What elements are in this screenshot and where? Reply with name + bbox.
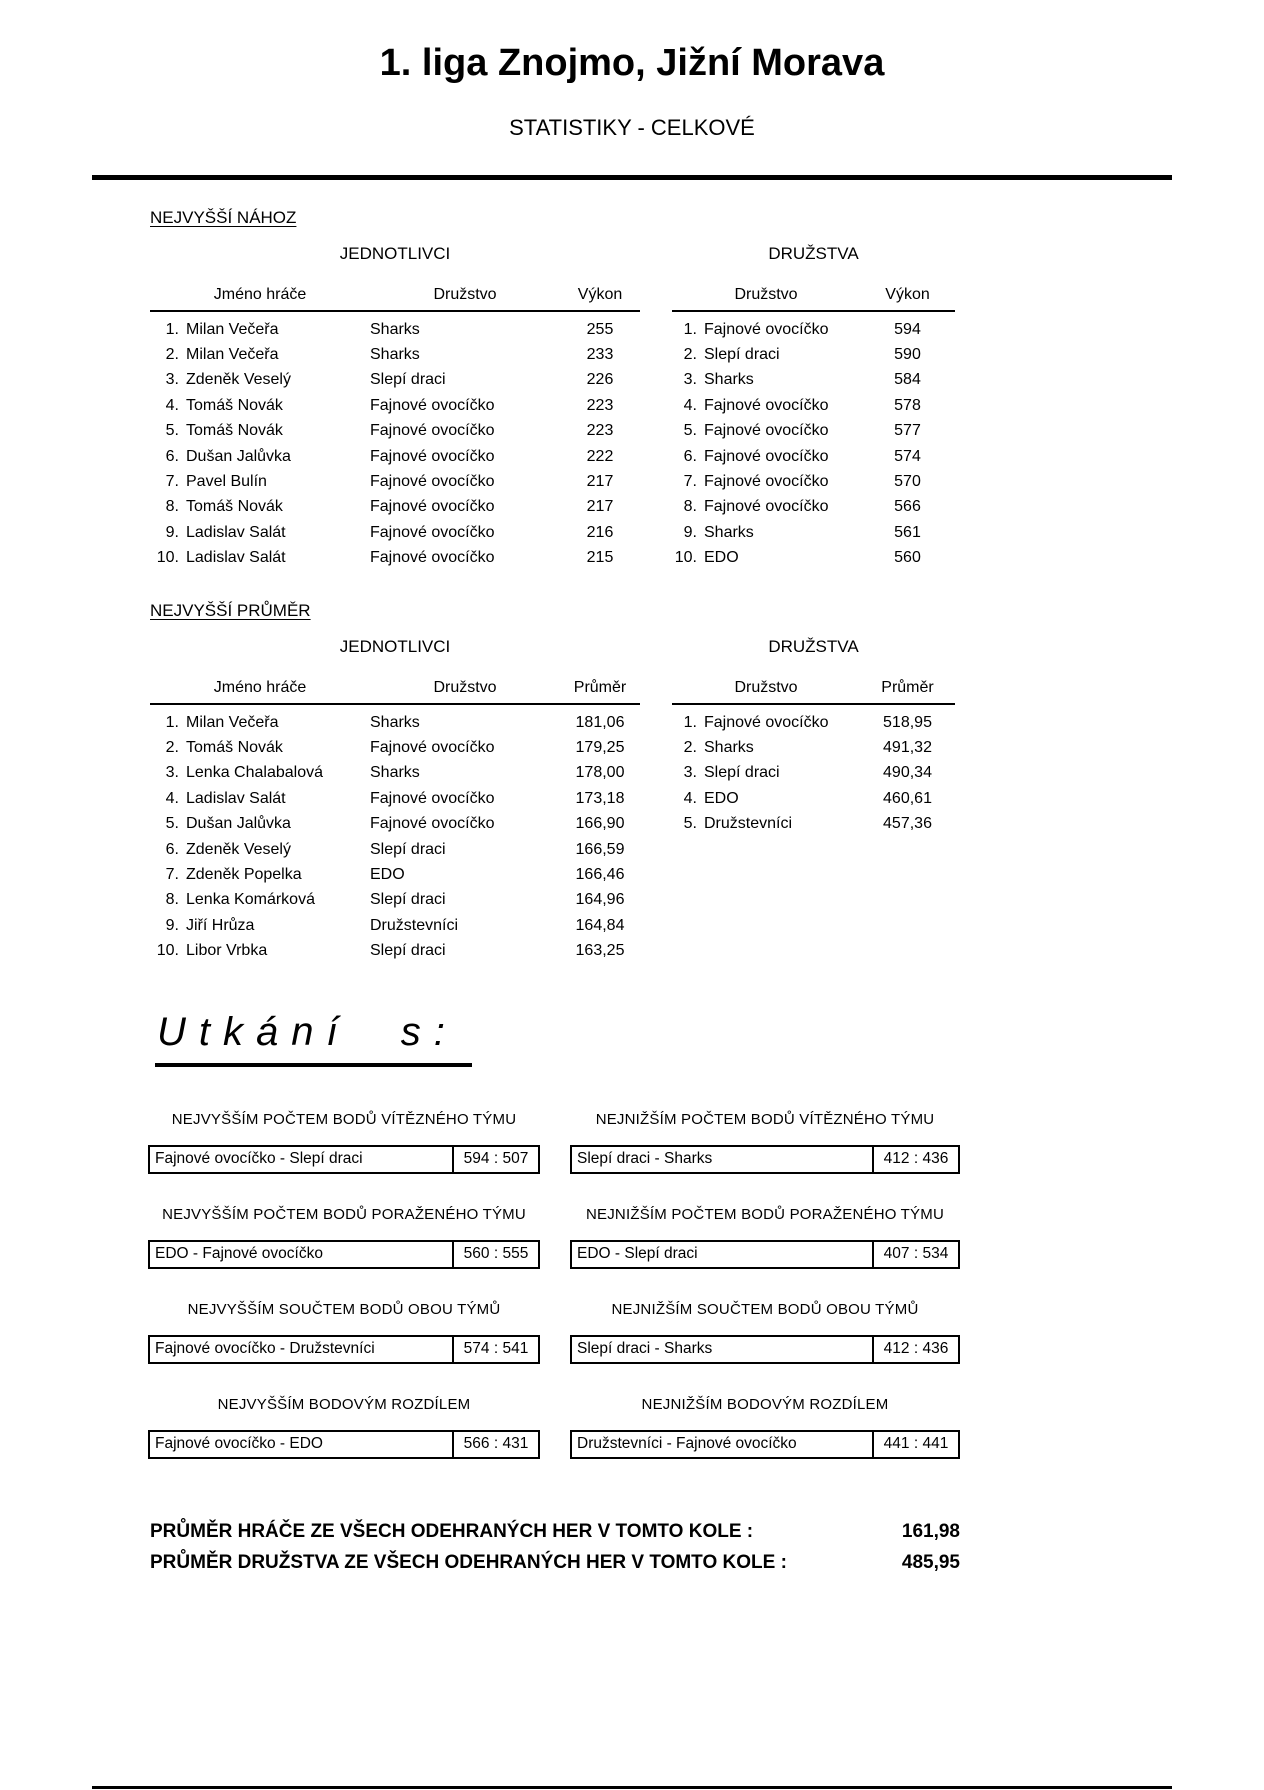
match-teams: Fajnové ovocíčko - Slepí draci bbox=[155, 1150, 363, 1168]
team-cell: Sharks bbox=[704, 738, 754, 756]
match-record-box bbox=[148, 1430, 540, 1459]
prumer-teams-table bbox=[672, 637, 955, 964]
player-average-value: 161,98 bbox=[901, 1520, 960, 1542]
match-score: 594 : 507 bbox=[452, 1147, 538, 1172]
table-row bbox=[150, 393, 640, 418]
team-cell: Fajnové ovocíčko bbox=[370, 549, 495, 567]
value-cell: 215 bbox=[586, 549, 614, 567]
player-name-cell: Dušan Jalůvka bbox=[186, 447, 291, 465]
player-name-cell: Zdeněk Veselý bbox=[186, 840, 291, 858]
value-cell: 457,36 bbox=[883, 815, 932, 833]
team-cell: Fajnové ovocíčko bbox=[370, 447, 495, 465]
rank-cell: 6. bbox=[165, 840, 179, 858]
section-heading-nahoz: NEJVYŠŠÍ NÁHOZ bbox=[150, 208, 297, 227]
value-cell: 233 bbox=[586, 346, 614, 364]
table-row bbox=[672, 393, 955, 418]
match-teams: Družstevníci - Fajnové ovocíčko bbox=[577, 1435, 797, 1453]
table-header-row bbox=[150, 286, 640, 312]
table-row bbox=[150, 786, 640, 811]
value-cell: 577 bbox=[894, 422, 921, 440]
value-cell: 518,95 bbox=[883, 713, 932, 731]
col-header-team: Družstvo bbox=[433, 678, 497, 696]
col-header-name: Jméno hráče bbox=[213, 678, 307, 696]
table-title-druzstva: DRUŽSTVA bbox=[768, 244, 859, 263]
table-title-druzstva: DRUŽSTVA bbox=[768, 636, 859, 656]
col-header-value: Výkon bbox=[885, 286, 930, 303]
player-name-cell: Tomáš Novák bbox=[186, 422, 283, 440]
table-row bbox=[672, 520, 955, 545]
value-cell: 216 bbox=[586, 523, 614, 541]
table-header-row bbox=[672, 286, 955, 312]
match-score: 566 : 431 bbox=[452, 1432, 538, 1457]
table-body bbox=[150, 312, 640, 571]
value-cell: 255 bbox=[586, 320, 614, 338]
table-row bbox=[150, 368, 640, 393]
match-score: 412 : 436 bbox=[872, 1147, 958, 1172]
nahoz-teams-table bbox=[672, 244, 955, 571]
rank-cell: 3. bbox=[165, 371, 179, 389]
table-row bbox=[672, 368, 955, 393]
player-name-cell: Milan Večeřa bbox=[186, 713, 279, 731]
rank-cell: 2. bbox=[683, 738, 697, 756]
rank-cell: 3. bbox=[165, 764, 179, 782]
table-row bbox=[150, 811, 640, 836]
match-teams: EDO - Slepí draci bbox=[577, 1245, 698, 1263]
team-cell: Fajnové ovocíčko bbox=[370, 422, 495, 440]
nahoz-tables bbox=[150, 244, 1264, 571]
team-cell: Fajnové ovocíčko bbox=[370, 523, 495, 541]
table-row bbox=[150, 938, 640, 963]
team-average-line bbox=[150, 1552, 960, 1574]
table-row bbox=[672, 761, 955, 786]
player-name-cell: Lenka Komárková bbox=[186, 891, 315, 909]
table-row bbox=[150, 317, 640, 342]
team-cell: Slepí draci bbox=[704, 346, 780, 364]
team-cell: Slepí draci bbox=[370, 371, 446, 389]
rank-cell: 2. bbox=[683, 346, 697, 364]
player-name-cell: Lenka Chalabalová bbox=[186, 764, 323, 782]
team-cell: Sharks bbox=[704, 523, 754, 541]
team-cell: Fajnové ovocíčko bbox=[370, 789, 495, 807]
rank-cell: 2. bbox=[165, 738, 179, 756]
match-record-label: NEJNIŽŠÍM POČTEM BODŮ PORAŽENÉHO TÝMU bbox=[586, 1205, 944, 1223]
team-cell: Fajnové ovocíčko bbox=[704, 396, 829, 414]
player-name-cell: Jiří Hrůza bbox=[186, 916, 255, 934]
prumer-individuals-table bbox=[150, 637, 640, 964]
footer-divider bbox=[92, 1786, 1172, 1790]
team-cell: Družstevníci bbox=[370, 916, 459, 934]
utkani-boxes bbox=[148, 1111, 1264, 1491]
section-nejvyssi-nahoz bbox=[0, 208, 1264, 571]
rank-cell: 9. bbox=[683, 523, 697, 541]
rank-cell: 8. bbox=[165, 498, 179, 516]
match-record bbox=[148, 1301, 540, 1364]
team-cell: Slepí draci bbox=[704, 764, 780, 782]
team-cell: Slepí draci bbox=[370, 891, 446, 909]
nahoz-individuals-table bbox=[150, 244, 640, 571]
table-row bbox=[672, 786, 955, 811]
match-record bbox=[570, 1206, 960, 1269]
player-name-cell: Zdeněk Veselý bbox=[186, 371, 291, 389]
rank-cell: 4. bbox=[683, 789, 697, 807]
rank-cell: 7. bbox=[683, 473, 697, 491]
table-row bbox=[672, 444, 955, 469]
table-row bbox=[150, 735, 640, 760]
table-title-jednotlivci: JEDNOTLIVCI bbox=[339, 636, 451, 656]
value-cell: 491,32 bbox=[883, 738, 932, 756]
team-cell: Fajnové ovocíčko bbox=[370, 396, 495, 414]
team-cell: Družstevníci bbox=[704, 815, 793, 833]
prumer-tables bbox=[150, 637, 1264, 964]
rank-cell: 7. bbox=[165, 473, 179, 491]
player-average-line bbox=[150, 1521, 960, 1543]
match-record-label: NEJNIŽŠÍM SOUČTEM BODŮ OBOU TÝMŮ bbox=[611, 1300, 919, 1318]
table-row bbox=[672, 811, 955, 836]
section-nejvyssi-prumer bbox=[0, 601, 1264, 964]
player-name-cell: Pavel Bulín bbox=[186, 473, 267, 491]
value-cell: 164,96 bbox=[575, 891, 625, 909]
team-cell: Slepí draci bbox=[370, 840, 446, 858]
table-row bbox=[150, 761, 640, 786]
player-name-cell: Ladislav Salát bbox=[186, 549, 286, 567]
player-average-label: PRŮMĚR HRÁČE ZE VŠECH ODEHRANÝCH HER V TOMTO KOLE : bbox=[150, 1520, 754, 1542]
rank-cell: 10. bbox=[156, 942, 179, 960]
match-record-label: NEJVYŠŠÍM SOUČTEM BODŮ OBOU TÝMŮ bbox=[187, 1300, 501, 1318]
table-row bbox=[672, 469, 955, 494]
table-row bbox=[672, 546, 955, 571]
team-average-value: 485,95 bbox=[901, 1551, 960, 1573]
match-record-label: NEJVYŠŠÍM POČTEM BODŮ PORAŽENÉHO TÝMU bbox=[162, 1205, 526, 1223]
table-row bbox=[150, 419, 640, 444]
table-row bbox=[672, 710, 955, 735]
col-header-name: Jméno hráče bbox=[213, 286, 307, 303]
match-record-label: NEJVYŠŠÍM POČTEM BODŮ VÍTĚZNÉHO TÝMU bbox=[171, 1110, 517, 1128]
value-cell: 460,61 bbox=[883, 789, 932, 807]
rank-cell: 9. bbox=[165, 916, 179, 934]
player-name-cell: Zdeněk Popelka bbox=[186, 865, 302, 883]
value-cell: 584 bbox=[894, 371, 921, 389]
table-row bbox=[672, 735, 955, 760]
team-cell: EDO bbox=[370, 865, 405, 883]
table-body bbox=[150, 705, 640, 964]
value-cell: 181,06 bbox=[575, 713, 625, 731]
value-cell: 217 bbox=[586, 498, 614, 516]
table-row bbox=[150, 342, 640, 367]
table-row bbox=[150, 546, 640, 571]
team-cell: Fajnové ovocíčko bbox=[704, 713, 829, 731]
rank-cell: 1. bbox=[683, 713, 697, 731]
match-record-box bbox=[570, 1335, 960, 1364]
player-name-cell: Tomáš Novák bbox=[186, 498, 283, 516]
team-cell: EDO bbox=[704, 549, 739, 567]
table-row bbox=[150, 520, 640, 545]
rank-cell: 5. bbox=[165, 815, 179, 833]
utkani-heading: Utkání s: bbox=[155, 1010, 472, 1067]
player-name-cell: Ladislav Salát bbox=[186, 789, 286, 807]
match-record bbox=[570, 1396, 960, 1459]
col-header-team: Družstvo bbox=[433, 286, 497, 303]
value-cell: 226 bbox=[586, 371, 614, 389]
match-teams: Fajnové ovocíčko - Družstevníci bbox=[155, 1340, 375, 1358]
match-score: 574 : 541 bbox=[452, 1337, 538, 1362]
match-teams: EDO - Fajnové ovocíčko bbox=[155, 1245, 323, 1263]
rank-cell: 1. bbox=[683, 320, 697, 338]
match-record-box bbox=[148, 1240, 540, 1269]
rank-cell: 3. bbox=[683, 764, 697, 782]
match-score: 407 : 534 bbox=[872, 1242, 958, 1267]
match-record bbox=[570, 1301, 960, 1364]
team-cell: Sharks bbox=[370, 713, 420, 731]
page-title: 1. liga Znojmo, Jižní Morava bbox=[379, 42, 885, 84]
table-row bbox=[672, 419, 955, 444]
table-header-row bbox=[150, 679, 640, 705]
match-record bbox=[570, 1111, 960, 1174]
table-row bbox=[672, 342, 955, 367]
col-header-value: Výkon bbox=[577, 286, 623, 303]
section-utkani bbox=[155, 1010, 1264, 1067]
overall-averages bbox=[150, 1521, 960, 1574]
rank-cell: 10. bbox=[156, 549, 179, 567]
table-row bbox=[150, 495, 640, 520]
value-cell: 560 bbox=[894, 549, 921, 567]
team-average-label: PRŮMĚR DRUŽSTVA ZE VŠECH ODEHRANÝCH HER V TOMTO KOLE : bbox=[150, 1551, 787, 1573]
rank-cell: 6. bbox=[683, 447, 697, 465]
value-cell: 164,84 bbox=[575, 916, 625, 934]
team-cell: EDO bbox=[704, 789, 739, 807]
match-record-box bbox=[148, 1335, 540, 1364]
table-body bbox=[672, 312, 955, 571]
col-header-team: Družstvo bbox=[734, 678, 798, 696]
value-cell: 179,25 bbox=[575, 738, 625, 756]
rank-cell: 7. bbox=[165, 865, 179, 883]
match-teams: Slepí draci - Sharks bbox=[577, 1340, 713, 1358]
table-row bbox=[150, 444, 640, 469]
match-teams: Slepí draci - Sharks bbox=[577, 1150, 713, 1168]
rank-cell: 10. bbox=[674, 549, 697, 567]
match-record-box bbox=[148, 1145, 540, 1174]
match-score: 412 : 436 bbox=[872, 1337, 958, 1362]
col-header-value: Průměr bbox=[573, 678, 627, 696]
rank-cell: 2. bbox=[165, 346, 179, 364]
rank-cell: 3. bbox=[683, 371, 697, 389]
col-header-value: Průměr bbox=[881, 678, 934, 696]
table-row bbox=[150, 913, 640, 938]
team-cell: Sharks bbox=[370, 320, 420, 338]
rank-cell: 8. bbox=[165, 891, 179, 909]
player-name-cell: Milan Večeřa bbox=[186, 320, 279, 338]
value-cell: 223 bbox=[586, 422, 614, 440]
team-cell: Fajnové ovocíčko bbox=[704, 498, 829, 516]
player-name-cell: Libor Vrbka bbox=[186, 942, 268, 960]
team-cell: Fajnové ovocíčko bbox=[704, 473, 829, 491]
match-score: 560 : 555 bbox=[452, 1242, 538, 1267]
match-record bbox=[148, 1206, 540, 1269]
team-cell: Fajnové ovocíčko bbox=[370, 738, 495, 756]
table-row bbox=[150, 888, 640, 913]
match-record-label: NEJVYŠŠÍM BODOVÝM ROZDÍLEM bbox=[217, 1395, 471, 1413]
match-record-box bbox=[570, 1145, 960, 1174]
rank-cell: 8. bbox=[683, 498, 697, 516]
value-cell: 222 bbox=[586, 447, 614, 465]
team-cell: Slepí draci bbox=[370, 942, 446, 960]
page-subtitle: STATISTIKY - CELKOVÉ bbox=[509, 115, 755, 140]
team-cell: Fajnové ovocíčko bbox=[370, 815, 495, 833]
team-cell: Sharks bbox=[370, 764, 420, 782]
table-row bbox=[150, 862, 640, 887]
rank-cell: 5. bbox=[683, 422, 697, 440]
match-record-label: NEJNIŽŠÍM BODOVÝM ROZDÍLEM bbox=[641, 1395, 889, 1413]
rank-cell: 1. bbox=[165, 713, 179, 731]
table-row bbox=[672, 317, 955, 342]
value-cell: 570 bbox=[894, 473, 921, 491]
rank-cell: 4. bbox=[165, 789, 179, 807]
table-header-row bbox=[672, 679, 955, 705]
value-cell: 166,59 bbox=[575, 840, 625, 858]
team-cell: Fajnové ovocíčko bbox=[704, 447, 829, 465]
team-cell: Fajnové ovocíčko bbox=[370, 473, 495, 491]
table-row bbox=[150, 469, 640, 494]
table-row bbox=[672, 495, 955, 520]
table-row bbox=[150, 710, 640, 735]
value-cell: 166,46 bbox=[575, 865, 625, 883]
match-record bbox=[148, 1111, 540, 1174]
team-cell: Sharks bbox=[370, 346, 420, 364]
match-record-box bbox=[570, 1240, 960, 1269]
value-cell: 178,00 bbox=[575, 764, 625, 782]
table-row bbox=[150, 837, 640, 862]
value-cell: 574 bbox=[894, 447, 921, 465]
header-divider bbox=[92, 175, 1172, 180]
match-record bbox=[148, 1396, 540, 1459]
value-cell: 594 bbox=[894, 320, 921, 338]
player-name-cell: Dušan Jalůvka bbox=[186, 815, 291, 833]
rank-cell: 5. bbox=[683, 815, 697, 833]
rank-cell: 4. bbox=[165, 396, 179, 414]
rank-cell: 1. bbox=[165, 320, 179, 338]
value-cell: 163,25 bbox=[575, 942, 625, 960]
match-score: 441 : 441 bbox=[872, 1432, 958, 1457]
section-heading-prumer: NEJVYŠŠÍ PRŮMĚR bbox=[150, 600, 311, 620]
value-cell: 490,34 bbox=[883, 764, 932, 782]
player-name-cell: Tomáš Novák bbox=[186, 396, 283, 414]
rank-cell: 6. bbox=[165, 447, 179, 465]
table-body bbox=[672, 705, 955, 837]
team-cell: Fajnové ovocíčko bbox=[704, 320, 829, 338]
rank-cell: 5. bbox=[165, 422, 179, 440]
col-header-team: Družstvo bbox=[734, 286, 798, 303]
player-name-cell: Milan Večeřa bbox=[186, 346, 279, 364]
team-cell: Fajnové ovocíčko bbox=[370, 498, 495, 516]
rank-cell: 4. bbox=[683, 396, 697, 414]
player-name-cell: Ladislav Salát bbox=[186, 523, 286, 541]
value-cell: 590 bbox=[894, 346, 921, 364]
team-cell: Fajnové ovocíčko bbox=[704, 422, 829, 440]
value-cell: 217 bbox=[586, 473, 614, 491]
player-name-cell: Tomáš Novák bbox=[186, 738, 283, 756]
value-cell: 566 bbox=[894, 498, 921, 516]
team-cell: Sharks bbox=[704, 371, 754, 389]
match-record-box bbox=[570, 1430, 960, 1459]
match-teams: Fajnové ovocíčko - EDO bbox=[155, 1435, 323, 1453]
table-title-jednotlivci: JEDNOTLIVCI bbox=[339, 244, 451, 263]
match-record-label: NEJNIŽŠÍM POČTEM BODŮ VÍTĚZNÉHO TÝMU bbox=[595, 1110, 935, 1128]
value-cell: 173,18 bbox=[575, 789, 625, 807]
value-cell: 166,90 bbox=[575, 815, 625, 833]
value-cell: 561 bbox=[894, 523, 921, 541]
rank-cell: 9. bbox=[165, 523, 179, 541]
value-cell: 578 bbox=[894, 396, 921, 414]
value-cell: 223 bbox=[586, 396, 614, 414]
